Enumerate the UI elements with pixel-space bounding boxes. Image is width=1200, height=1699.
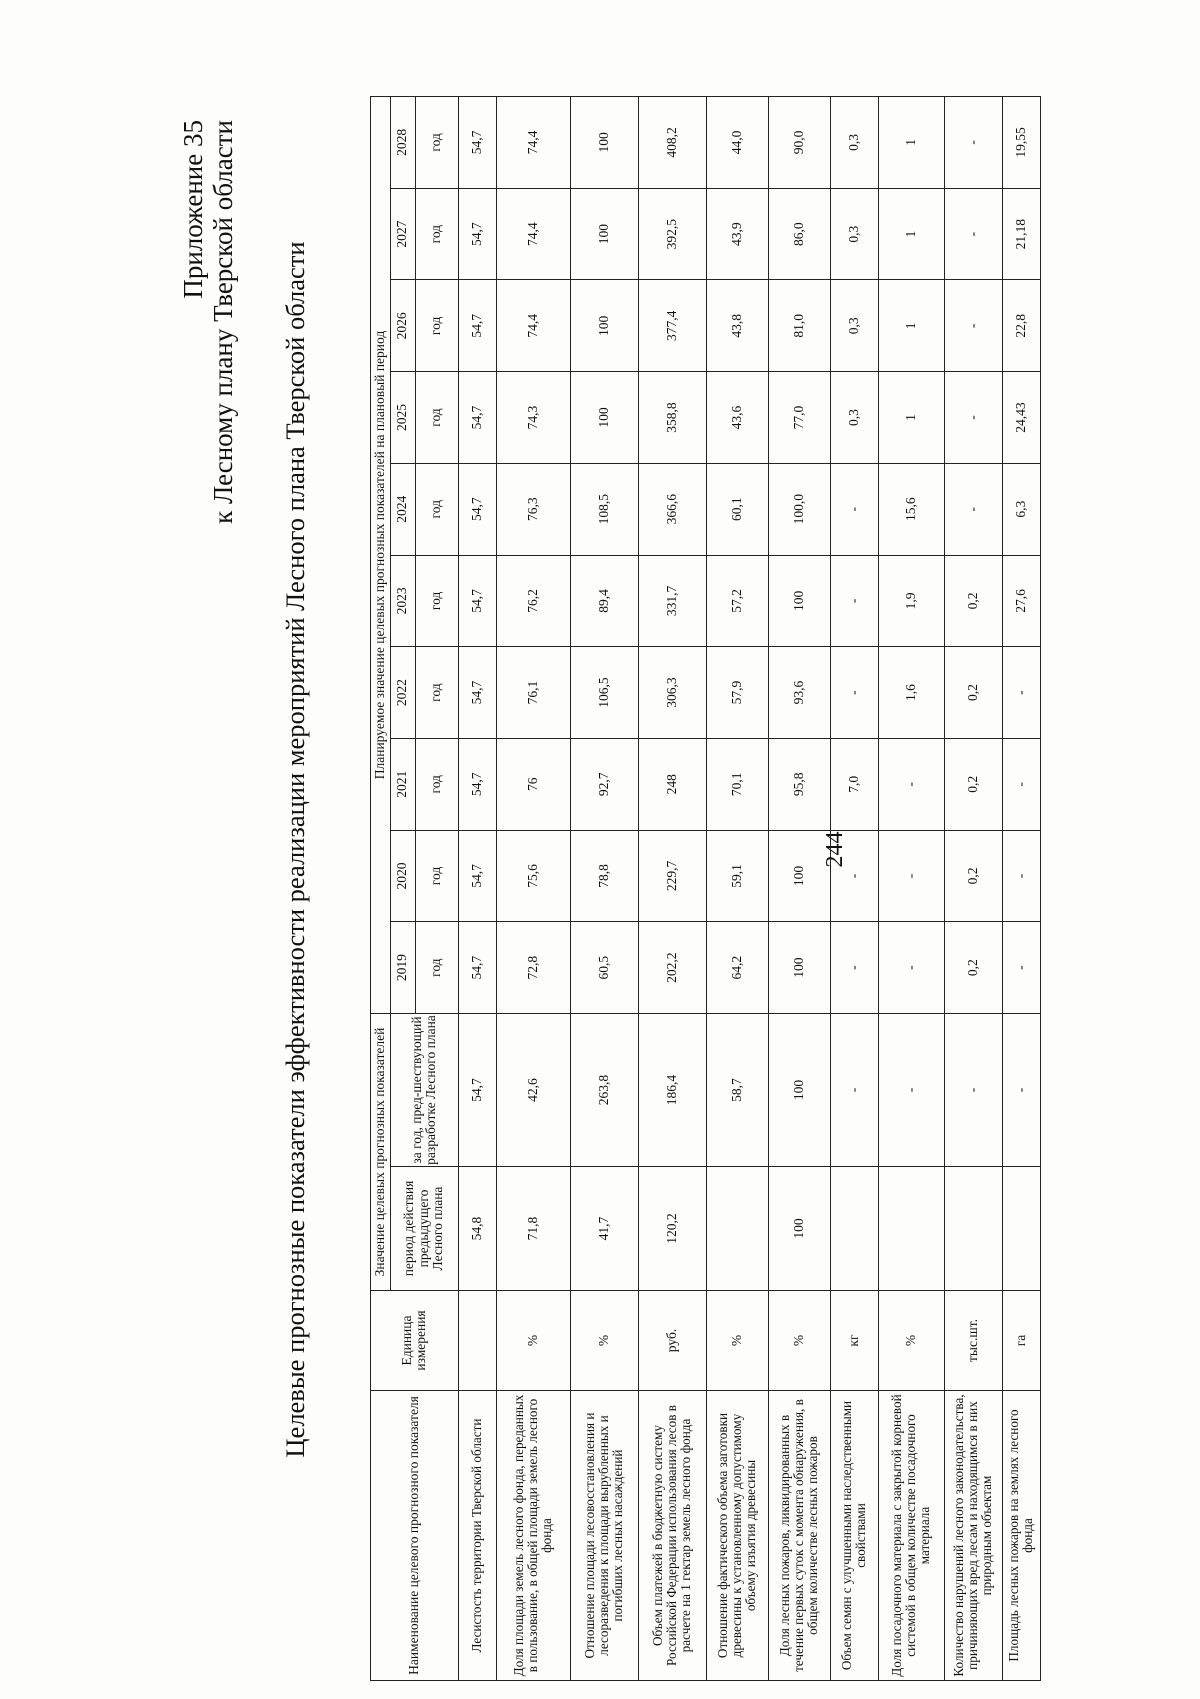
year-value-cell: 408,2: [638, 97, 706, 189]
year-value-cell: 229,7: [638, 830, 706, 922]
year-value-cell: -: [830, 555, 878, 647]
year-value-cell: -: [830, 922, 878, 1014]
year-value-cell: 100: [570, 97, 638, 189]
year-value-cell: 1,9: [878, 555, 944, 647]
table-row: [638, 97, 706, 1681]
header-year-unit: год: [415, 280, 458, 372]
year-value-cell: 90,0: [768, 97, 830, 189]
unit-cell: кг: [830, 1291, 878, 1391]
year-value-cell: 43,9: [706, 188, 768, 280]
header-year-2019: 2019: [390, 922, 415, 1014]
year-value-cell: 0,3: [830, 280, 878, 372]
document-title: Целевые прогнозные показатели эффективности реализации мероприятий Лесного плана Тверской области: [280, 241, 310, 1458]
year-value-cell: 19,55: [1002, 97, 1040, 189]
year-value-cell: 100: [570, 372, 638, 464]
indicator-name-cell: Количество нарушений лесного законодательства, причиняющих вред лесам и находящимся в них природным объектам: [944, 1391, 1002, 1681]
year-value-cell: 95,8: [768, 738, 830, 830]
year-value-cell: 74,4: [496, 280, 570, 372]
year-value-cell: -: [878, 922, 944, 1014]
prev-year-cell: 100: [768, 1014, 830, 1167]
unit-cell: %: [570, 1291, 638, 1391]
year-value-cell: -: [878, 830, 944, 922]
year-value-cell: 0,3: [830, 372, 878, 464]
year-value-cell: -: [878, 738, 944, 830]
year-value-cell: 392,5: [638, 188, 706, 280]
year-value-cell: -: [830, 830, 878, 922]
prev-year-cell: 54,7: [458, 1014, 496, 1167]
year-value-cell: -: [1002, 647, 1040, 739]
year-value-cell: 72,8: [496, 922, 570, 1014]
year-value-cell: 74,3: [496, 372, 570, 464]
year-value-cell: -: [944, 280, 1002, 372]
prev-period-cell: 120,2: [638, 1167, 706, 1291]
indicators-table: [370, 96, 1041, 1681]
header-values-group: Значение целевых прогнозных показателей: [371, 1014, 391, 1291]
year-value-cell: 74,4: [496, 188, 570, 280]
prev-period-cell: 41,7: [570, 1167, 638, 1291]
prev-period-cell: [706, 1167, 768, 1291]
year-value-cell: 0,2: [944, 738, 1002, 830]
year-value-cell: 54,7: [458, 830, 496, 922]
year-value-cell: 27,6: [1002, 555, 1040, 647]
year-value-cell: 54,7: [458, 97, 496, 189]
prev-period-cell: [944, 1167, 1002, 1291]
year-value-cell: 100: [768, 830, 830, 922]
year-value-cell: 306,3: [638, 647, 706, 739]
year-value-cell: 100: [570, 280, 638, 372]
table-row: [496, 97, 570, 1681]
header-unit: Единица измерения: [371, 1291, 459, 1391]
year-value-cell: 54,7: [458, 647, 496, 739]
year-value-cell: 366,6: [638, 463, 706, 555]
year-value-cell: -: [830, 647, 878, 739]
year-value-cell: 7,0: [830, 738, 878, 830]
year-value-cell: 76,1: [496, 647, 570, 739]
appendix-reference: к Лесному плану Тверской области: [208, 120, 239, 524]
year-value-cell: -: [944, 188, 1002, 280]
year-value-cell: 74,4: [496, 97, 570, 189]
year-value-cell: 76,3: [496, 463, 570, 555]
year-value-cell: 54,7: [458, 463, 496, 555]
year-value-cell: 64,2: [706, 922, 768, 1014]
indicator-name-cell: Площадь лесных пожаров на землях лесного фонда: [1002, 1391, 1040, 1681]
header-year-2026: 2026: [390, 280, 415, 372]
year-value-cell: 0,2: [944, 555, 1002, 647]
year-value-cell: 6,3: [1002, 463, 1040, 555]
year-value-cell: 0,3: [830, 188, 878, 280]
indicator-name-cell: Объем семян с улучшенными наследственными свойствами: [830, 1391, 878, 1681]
year-value-cell: 77,0: [768, 372, 830, 464]
year-value-cell: 93,6: [768, 647, 830, 739]
year-value-cell: 60,1: [706, 463, 768, 555]
header-year-unit: год: [415, 555, 458, 647]
year-value-cell: 0,2: [944, 830, 1002, 922]
prev-year-cell: 263,8: [570, 1014, 638, 1167]
header-year-unit: год: [415, 463, 458, 555]
year-value-cell: 0,3: [830, 97, 878, 189]
header-year-2028: 2028: [390, 97, 415, 189]
header-year-unit: год: [415, 372, 458, 464]
indicator-name-cell: Доля лесных пожаров, ликвидированных в течение первых суток с момента обнаружения, в общем количестве лесных пожаров: [768, 1391, 830, 1681]
header-year-unit: год: [415, 922, 458, 1014]
year-value-cell: 81,0: [768, 280, 830, 372]
header-planned-group: Планируемое значение целевых прогнозных показателей на плановый период: [371, 97, 391, 1014]
prev-period-cell: [1002, 1167, 1040, 1291]
table-row: [944, 97, 1002, 1681]
unit-cell: тыс.шт.: [944, 1291, 1002, 1391]
header-year-2023: 2023: [390, 555, 415, 647]
year-value-cell: -: [1002, 738, 1040, 830]
year-value-cell: 70,1: [706, 738, 768, 830]
table-body: [458, 97, 1040, 1681]
header-year-2022: 2022: [390, 647, 415, 739]
year-value-cell: 54,7: [458, 188, 496, 280]
header-year-2024: 2024: [390, 463, 415, 555]
table-row: [768, 97, 830, 1681]
year-value-cell: 54,7: [458, 738, 496, 830]
year-value-cell: 331,7: [638, 555, 706, 647]
year-value-cell: 59,1: [706, 830, 768, 922]
table-row: [1002, 97, 1040, 1681]
prev-year-cell: -: [1002, 1014, 1040, 1167]
year-value-cell: 248: [638, 738, 706, 830]
year-value-cell: 76: [496, 738, 570, 830]
prev-year-cell: 58,7: [706, 1014, 768, 1167]
year-value-cell: 1: [878, 97, 944, 189]
unit-cell: %: [496, 1291, 570, 1391]
year-value-cell: 24,43: [1002, 372, 1040, 464]
header-indicator-name: Наименование целевого прогнозного показателя: [371, 1391, 459, 1681]
table-row: [458, 97, 496, 1681]
header-row-groups: [371, 97, 391, 1681]
year-value-cell: 21,18: [1002, 188, 1040, 280]
indicator-name-cell: Объем платежей в бюджетную систему Российской Федерации использования лесов в расчете на 1 гектар земель лесного фонда: [638, 1391, 706, 1681]
table-row: [706, 97, 768, 1681]
year-value-cell: -: [1002, 922, 1040, 1014]
year-value-cell: 54,7: [458, 555, 496, 647]
year-value-cell: 54,7: [458, 280, 496, 372]
header-year-2020: 2020: [390, 830, 415, 922]
unit-cell: %: [768, 1291, 830, 1391]
year-value-cell: 44,0: [706, 97, 768, 189]
table-row: [570, 97, 638, 1681]
year-value-cell: 78,8: [570, 830, 638, 922]
year-value-cell: 15,6: [878, 463, 944, 555]
year-value-cell: 92,7: [570, 738, 638, 830]
year-value-cell: 106,5: [570, 647, 638, 739]
prev-year-cell: -: [944, 1014, 1002, 1167]
page-number: 244: [822, 831, 848, 868]
year-value-cell: 358,8: [638, 372, 706, 464]
unit-cell: руб.: [638, 1291, 706, 1391]
unit-cell: %: [878, 1291, 944, 1391]
table-row: [830, 97, 878, 1681]
year-value-cell: 86,0: [768, 188, 830, 280]
year-value-cell: 377,4: [638, 280, 706, 372]
header-prev-period: период действия предыдущего Лесного плана: [390, 1167, 458, 1291]
indicator-name-cell: Доля посадочного материала с закрытой корневой системой в общем количестве посадочного материала: [878, 1391, 944, 1681]
prev-period-cell: 54,8: [458, 1167, 496, 1291]
year-value-cell: 22,8: [1002, 280, 1040, 372]
prev-period-cell: [878, 1167, 944, 1291]
prev-year-cell: 186,4: [638, 1014, 706, 1167]
appendix-number: Приложение 35: [178, 120, 208, 299]
prev-year-cell: 42,6: [496, 1014, 570, 1167]
header-year-2021: 2021: [390, 738, 415, 830]
year-value-cell: 100: [768, 555, 830, 647]
unit-cell: га: [1002, 1291, 1040, 1391]
year-value-cell: 1: [878, 188, 944, 280]
header-year-2025: 2025: [390, 372, 415, 464]
year-value-cell: 0,2: [944, 922, 1002, 1014]
header-year-2027: 2027: [390, 188, 415, 280]
year-value-cell: 60,5: [570, 922, 638, 1014]
indicator-name-cell: Отношение площади лесовосстановления и лесоразведения к площади вырубленных и погибших лесных насаждений: [570, 1391, 638, 1681]
header-prev-year: за год, пред-шествующий разработке Лесного плана: [390, 1014, 458, 1167]
year-value-cell: 43,8: [706, 280, 768, 372]
prev-year-cell: -: [878, 1014, 944, 1167]
year-value-cell: -: [830, 463, 878, 555]
year-value-cell: -: [944, 97, 1002, 189]
year-value-cell: 100: [768, 922, 830, 1014]
header-year-unit: год: [415, 647, 458, 739]
year-value-cell: 57,9: [706, 647, 768, 739]
year-value-cell: 75,6: [496, 830, 570, 922]
year-value-cell: 0,2: [944, 647, 1002, 739]
year-value-cell: 89,4: [570, 555, 638, 647]
year-value-cell: 57,2: [706, 555, 768, 647]
year-value-cell: 100,0: [768, 463, 830, 555]
header-year-unit: год: [415, 738, 458, 830]
year-value-cell: 43,6: [706, 372, 768, 464]
header-year-unit: год: [415, 97, 458, 189]
unit-cell: [458, 1291, 496, 1391]
prev-year-cell: -: [830, 1014, 878, 1167]
year-value-cell: -: [944, 463, 1002, 555]
year-value-cell: 1,6: [878, 647, 944, 739]
prev-period-cell: 100: [768, 1167, 830, 1291]
year-value-cell: 100: [570, 188, 638, 280]
year-value-cell: 202,2: [638, 922, 706, 1014]
prev-period-cell: [830, 1167, 878, 1291]
indicator-name-cell: Лесистость территории Тверской области: [458, 1391, 496, 1681]
year-value-cell: 76,2: [496, 555, 570, 647]
header-year-unit: год: [415, 830, 458, 922]
header-year-unit: год: [415, 188, 458, 280]
appendix-header: [178, 120, 238, 524]
year-value-cell: 1: [878, 280, 944, 372]
year-value-cell: 54,7: [458, 372, 496, 464]
prev-period-cell: 71,8: [496, 1167, 570, 1291]
unit-cell: %: [706, 1291, 768, 1391]
year-value-cell: 54,7: [458, 922, 496, 1014]
year-value-cell: 1: [878, 372, 944, 464]
year-value-cell: -: [944, 372, 1002, 464]
indicator-name-cell: Отношение фактического объема заготовки древесины к установленному допустимому объему изъятия древесины: [706, 1391, 768, 1681]
year-value-cell: -: [1002, 830, 1040, 922]
year-value-cell: 108,5: [570, 463, 638, 555]
table-row: [878, 97, 944, 1681]
indicator-name-cell: Доля площади земель лесного фонда, переданных в пользование, в общей площади земель лесного фонда: [496, 1391, 570, 1681]
